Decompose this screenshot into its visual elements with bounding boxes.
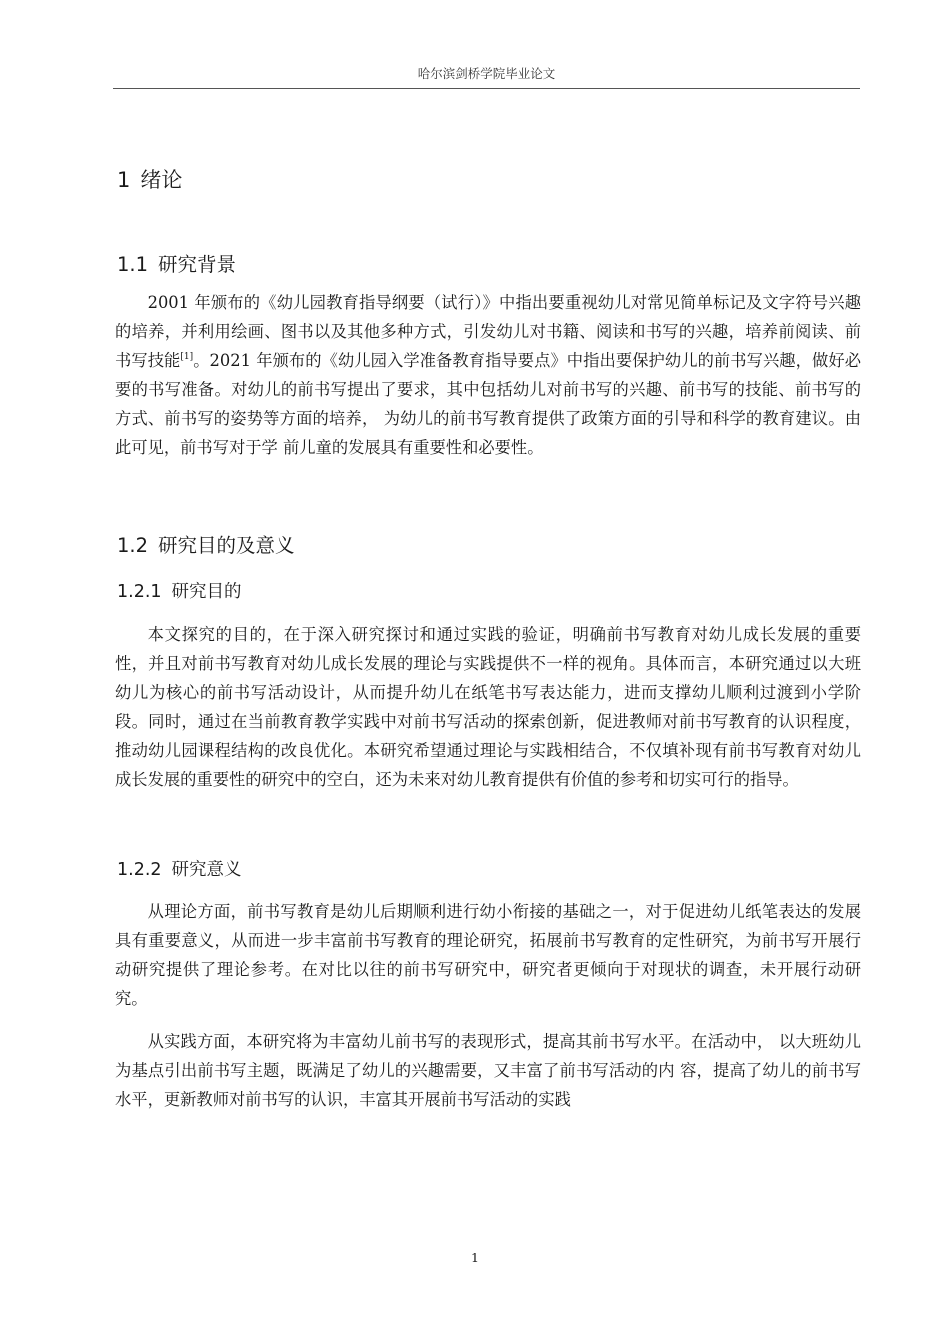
section-number: 1.1 <box>117 253 149 276</box>
subsection-number: 1.2.2 <box>117 860 162 880</box>
section-heading-1-2 <box>117 530 295 558</box>
paragraph-practical-significance: 从实践方面，本研究将为丰富幼儿前书写的表现形式，提高其前书写水平。在活动中， 以大班幼儿为基点引出前书写主题，既满足了幼儿的兴趣需要，又丰富了前书写活动的内 容，提高了幼儿的前书写水平，更新教师对前书写的认识，丰富其开展前书写活动的实践 <box>115 1032 861 1109</box>
paragraph-background <box>115 288 861 462</box>
paragraph-background-part-b: 。2021 年颁布的《幼儿园入学准备教育指导要点》中指出要保护幼儿的前书写兴趣，做好必要的书写准备。对幼儿的前书写提出了要求，其中包括幼儿对前书写的兴趣、前书写的技能、前书写的方式、前书写的姿势等方面的培养， 为幼儿的前书写教育提供了政策方面的引导和科学的教育建议。由此可见，前书写对于学 前儿童的发展具有重要性和必要性。 <box>115 351 861 457</box>
paragraph-research-purpose: 本文探究的目的，在于深入研究探讨和通过实践的验证，明确前书写教育对幼儿成长发展的重要性，并且对前书写教育对幼儿成长发展的理论与实践提供不一样的视角。具体而言，本研究通过以大班幼儿为核心的前书写活动设计，从而提升幼儿在纸笔书写表达能力，进而支撑幼儿顺利过渡到小学阶段。同时，通过在当前教育教学实践中对前书写活动的探索创新，促进教师对前书写教育的认识程度，推动幼儿园课程结构的改良优化。本研究希望通过理论与实践相结合，不仅填补现有前书写教育对幼儿成长发展的重要性的研究中的空白，还为未来对幼儿教育提供有价值的参考和切实可行的指导。 <box>115 625 861 789</box>
header-rule <box>113 88 860 89</box>
section-heading-1-1 <box>117 249 236 277</box>
chapter-heading <box>117 164 182 194</box>
page-header: 哈尔滨剑桥学院毕业论文 <box>417 66 556 81</box>
paragraph-theoretical-significance: 从理论方面，前书写教育是幼儿后期顺利进行幼小衔接的基础之一，对于促进幼儿纸笔表达的发展具有重要意义，从而进一步丰富前书写教育的理论研究，拓展前书写教育的定性研究，为前书写开展行动研究提供了理论参考。在对比以往的前书写研究中，研究者更倾向于对现状的调查，未开展行动研究。 <box>115 902 861 1008</box>
section-number: 1.2 <box>117 534 149 557</box>
citation-marker: [1] <box>180 352 194 362</box>
page-number: 1 <box>471 1250 479 1265</box>
paragraph-background-part-a: 2001 年颁布的《幼儿园教育指导纲要（试行）》中指出要重视幼儿对常见简单标记及文字符号兴趣的培养，并利用绘画、图书以及其他多种方式，引发幼儿对书籍、阅读和书写的兴趣，培养前阅读、前书写技能 <box>115 293 861 370</box>
subsection-heading-1-2-2 <box>117 856 242 881</box>
subsection-title: 研究目的 <box>171 582 242 602</box>
section-title: 研究背景 <box>158 253 237 276</box>
chapter-title: 绪论 <box>140 168 183 192</box>
subsection-heading-1-2-1 <box>117 578 242 603</box>
subsection-title: 研究意义 <box>171 860 242 880</box>
section-title: 研究目的及意义 <box>158 534 295 557</box>
subsection-number: 1.2.1 <box>117 582 162 602</box>
chapter-number: 1 <box>117 168 131 192</box>
